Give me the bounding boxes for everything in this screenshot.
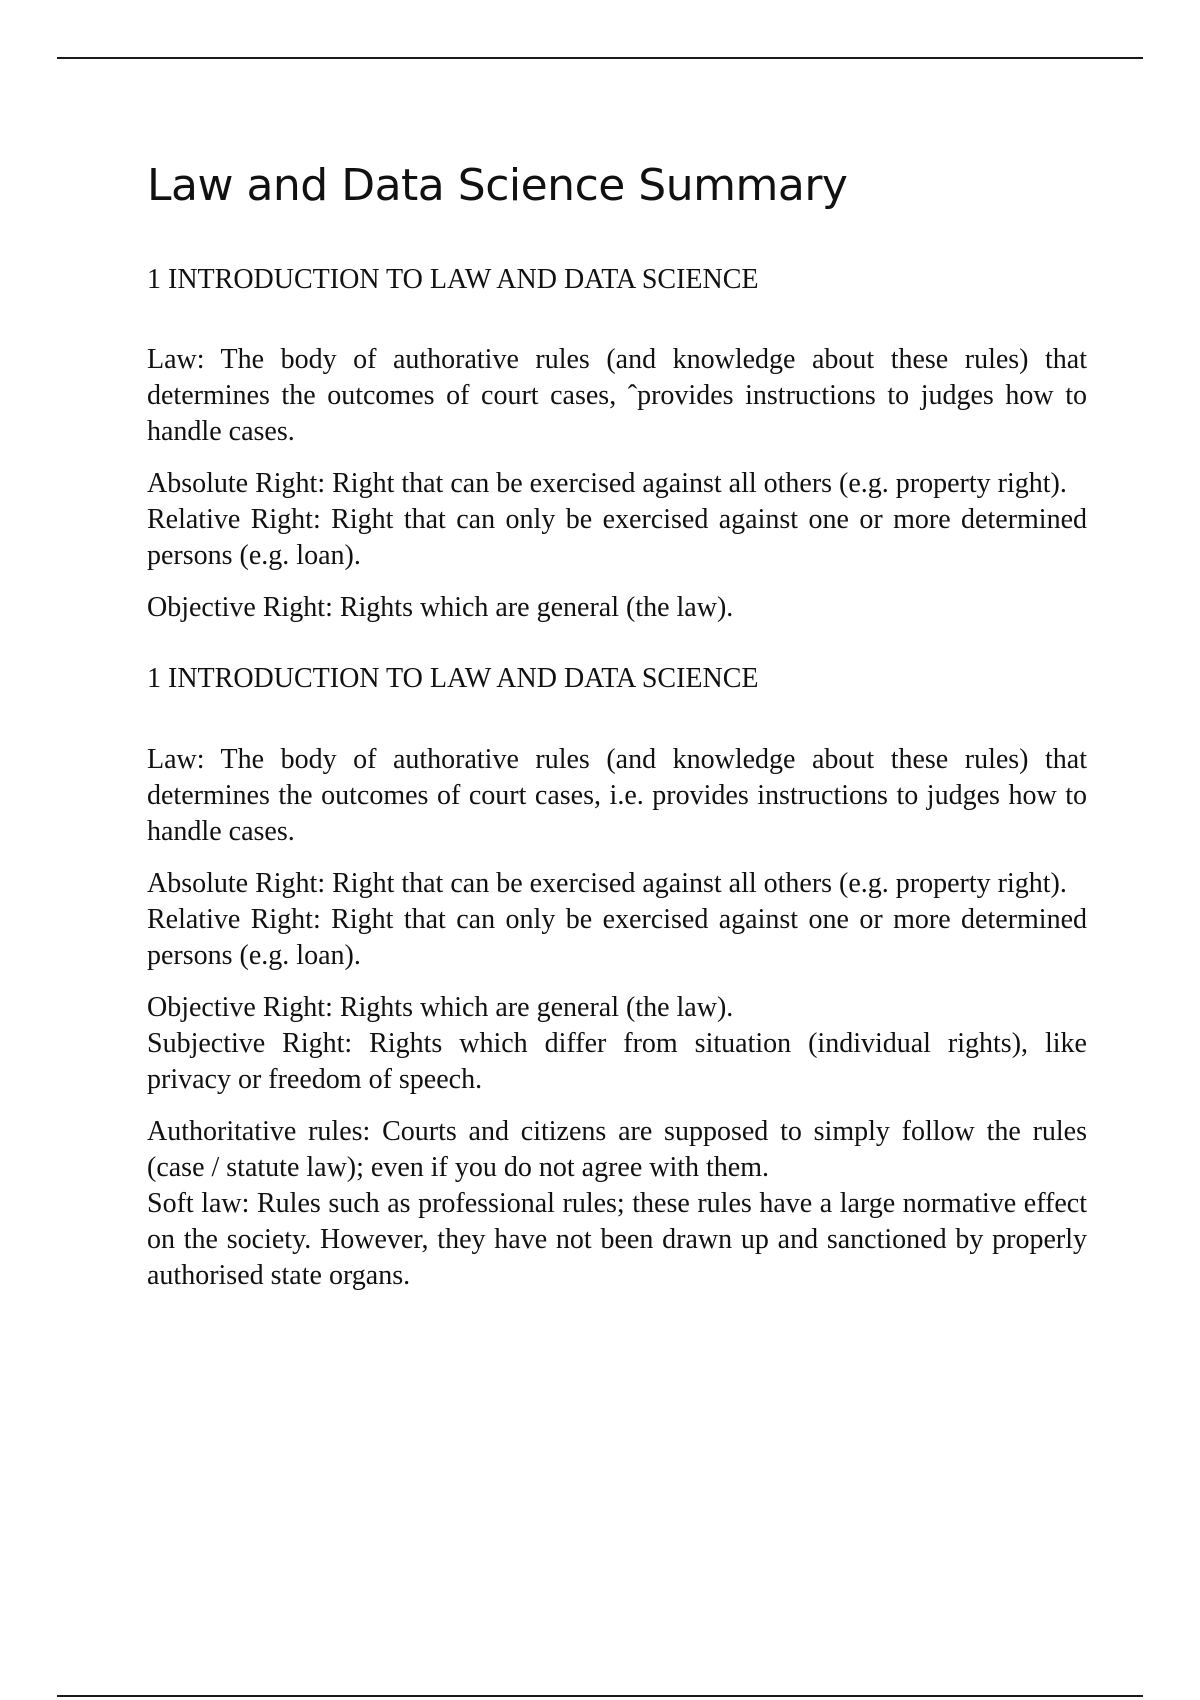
paragraph-line: Soft law: Rules such as professional rules; these rules have a large normative effect on the society. However, they have not been drawn up and sanctioned by properly authorised state organs. [147, 1187, 1087, 1291]
paragraph-line: Subjective Right: Rights which differ from situation (individual rights), like privacy or freedom of speech. [147, 1027, 1087, 1095]
paragraph-objective-right [147, 590, 1087, 626]
paragraph-objective-subjective [147, 990, 1087, 1098]
paragraph-line: Objective Right: Rights which are general (the law). [147, 991, 734, 1023]
section-1 [147, 263, 1087, 627]
document-body [147, 160, 1087, 1294]
page-bottom-rule [57, 1695, 1143, 1697]
section-2 [147, 662, 1087, 1294]
document-title: Law and Data Science Summary [147, 160, 848, 211]
section-heading: 1 INTRODUCTION TO LAW AND DATA SCIENCE [147, 263, 759, 295]
page-top-rule [57, 57, 1143, 59]
paragraph-line: Law: The body of authorative rules (and knowledge about these rules) that determines the outcomes of court cases, ˆprovides instructions to judges how to handle cases. [147, 344, 1087, 448]
paragraph-law-definition [147, 742, 1087, 850]
paragraph-line: Absolute Right: Right that can be exercised against all others (e.g. property right). [147, 867, 1067, 899]
paragraph-line: Objective Right: Rights which are general (the law). [147, 592, 734, 624]
section-heading: 1 INTRODUCTION TO LAW AND DATA SCIENCE [147, 663, 759, 695]
paragraph-line: Authoritative rules: Courts and citizens are supposed to simply follow the rules (case / statute law); even if you do not agree with them. [147, 1115, 1087, 1183]
paragraph-line: Law: The body of authorative rules (and knowledge about these rules) that determines the outcomes of court cases, i.e. provides instructions to judges how to handle cases. [147, 743, 1087, 847]
paragraph-line: Relative Right: Right that can only be exercised against one or more determined persons (e.g. loan). [147, 903, 1087, 971]
paragraph-authoritative-soft-law [147, 1114, 1087, 1294]
paragraph-law-definition [147, 342, 1087, 450]
paragraph-rights [147, 466, 1087, 574]
paragraph-line: Absolute Right: Right that can be exercised against all others (e.g. property right). [147, 468, 1067, 500]
paragraph-rights [147, 866, 1087, 974]
paragraph-line: Relative Right: Right that can only be exercised against one or more determined persons (e.g. loan). [147, 504, 1087, 572]
